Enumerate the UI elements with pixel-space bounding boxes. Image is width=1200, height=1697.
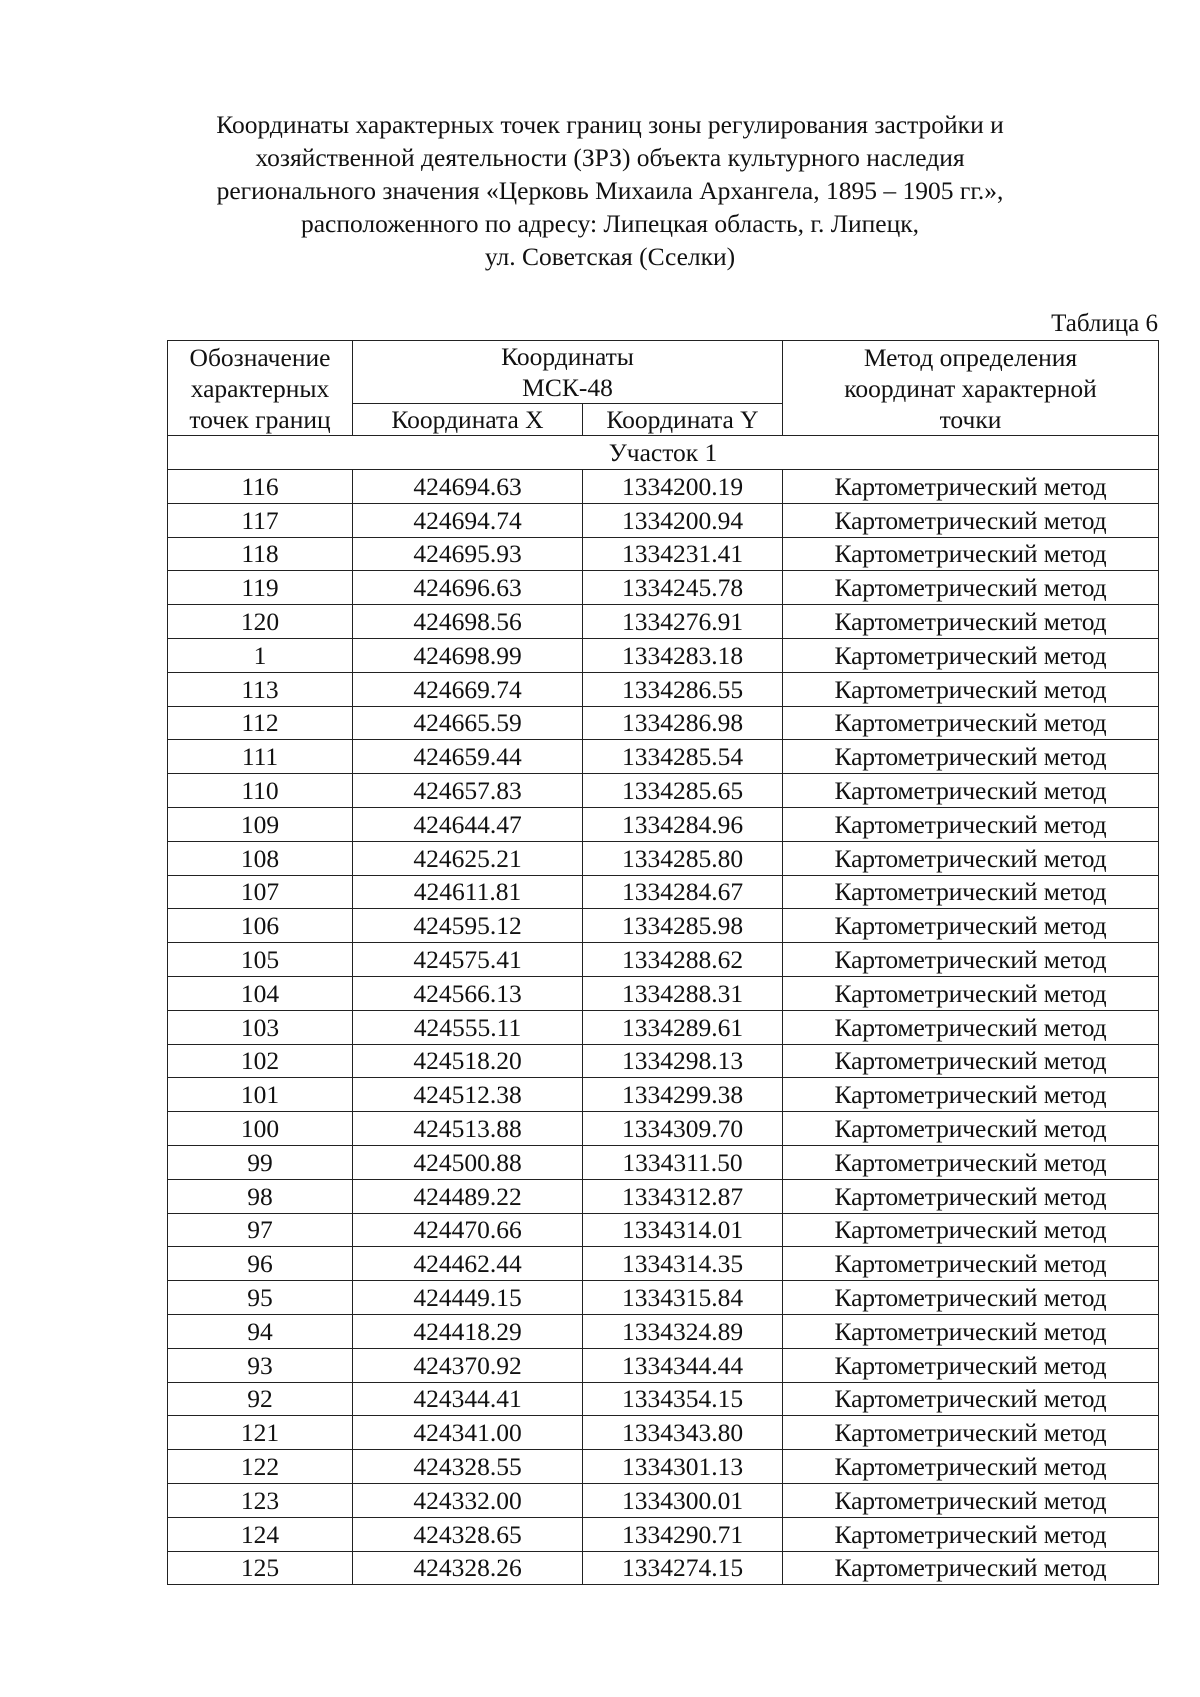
method-cell: Картометрический метод [783, 706, 1159, 740]
coord-x-cell: 424500.88 [353, 1145, 583, 1179]
table-row [168, 774, 1159, 808]
coord-x-cell: 424695.93 [353, 537, 583, 571]
point-cell: 117 [168, 503, 353, 537]
method-cell: Картометрический метод [783, 470, 1159, 504]
table-row [168, 571, 1159, 605]
point-cell: 108 [168, 841, 353, 875]
method-cell: Картометрический метод [783, 1483, 1159, 1517]
method-cell: Картометрический метод [783, 943, 1159, 977]
coord-x-cell: 424625.21 [353, 841, 583, 875]
coord-x-cell: 424518.20 [353, 1044, 583, 1078]
method-cell: Картометрический метод [783, 537, 1159, 571]
point-cell: 100 [168, 1112, 353, 1146]
method-cell: Картометрический метод [783, 1010, 1159, 1044]
method-cell: Картометрический метод [783, 1179, 1159, 1213]
coord-y-cell: 1334288.31 [583, 976, 783, 1010]
point-cell: 103 [168, 1010, 353, 1044]
table-row [168, 1517, 1159, 1551]
coord-x-cell: 424665.59 [353, 706, 583, 740]
table-row [168, 943, 1159, 977]
method-cell: Картометрический метод [783, 1213, 1159, 1247]
section-label: Участок 1 [168, 436, 1159, 470]
table-row [168, 605, 1159, 639]
coord-y-cell: 1334298.13 [583, 1044, 783, 1078]
method-cell: Картометрический метод [783, 503, 1159, 537]
coord-y-cell: 1334286.55 [583, 672, 783, 706]
coord-x-cell: 424575.41 [353, 943, 583, 977]
method-cell: Картометрический метод [783, 774, 1159, 808]
table-row [168, 503, 1159, 537]
coord-y-cell: 1334312.87 [583, 1179, 783, 1213]
table-row [168, 1551, 1159, 1585]
coord-x-cell: 424644.47 [353, 807, 583, 841]
table-row [168, 1247, 1159, 1281]
title-line-3: регионального значения «Церковь Михаила Архангела, 1895 – 1905 гг.», [216, 176, 1004, 205]
point-cell: 107 [168, 875, 353, 909]
method-cell: Картометрический метод [783, 807, 1159, 841]
table-row [168, 1314, 1159, 1348]
table-row [168, 638, 1159, 672]
coord-x-cell: 424489.22 [353, 1179, 583, 1213]
point-cell: 113 [168, 672, 353, 706]
table-row [168, 1179, 1159, 1213]
coord-x-cell: 424449.15 [353, 1281, 583, 1315]
point-cell: 111 [168, 740, 353, 774]
coordinates-table [167, 340, 1159, 1585]
coord-y-cell: 1334300.01 [583, 1483, 783, 1517]
header-designation: Обозначение характерных точек границ [168, 341, 353, 436]
coord-x-cell: 424566.13 [353, 976, 583, 1010]
table-row [168, 672, 1159, 706]
coord-x-cell: 424555.11 [353, 1010, 583, 1044]
point-cell: 96 [168, 1247, 353, 1281]
table-row [168, 841, 1159, 875]
point-cell: 97 [168, 1213, 353, 1247]
method-cell: Картометрический метод [783, 1044, 1159, 1078]
coord-x-cell: 424611.81 [353, 875, 583, 909]
coord-y-cell: 1334354.15 [583, 1382, 783, 1416]
coord-x-cell: 424696.63 [353, 571, 583, 605]
method-cell: Картометрический метод [783, 638, 1159, 672]
table-row [168, 1078, 1159, 1112]
point-cell: 102 [168, 1044, 353, 1078]
table-caption: Таблица 6 [1051, 310, 1158, 337]
method-cell: Картометрический метод [783, 1416, 1159, 1450]
point-cell: 121 [168, 1416, 353, 1450]
coord-x-cell: 424698.99 [353, 638, 583, 672]
coord-y-cell: 1334276.91 [583, 605, 783, 639]
point-cell: 124 [168, 1517, 353, 1551]
method-cell: Картометрический метод [783, 1450, 1159, 1484]
coord-y-cell: 1334290.71 [583, 1517, 783, 1551]
point-cell: 1 [168, 638, 353, 672]
coord-y-cell: 1334200.19 [583, 470, 783, 504]
header-method: Метод определения координат характерной точки [783, 341, 1159, 436]
table-row [168, 1416, 1159, 1450]
title-line-5: ул. Советская (Сселки) [484, 242, 736, 271]
coord-x-cell: 424595.12 [353, 909, 583, 943]
coord-y-cell: 1334285.54 [583, 740, 783, 774]
coord-y-cell: 1334343.80 [583, 1416, 783, 1450]
table-row [168, 807, 1159, 841]
table-row [168, 470, 1159, 504]
table-row [168, 537, 1159, 571]
coord-y-cell: 1334314.35 [583, 1247, 783, 1281]
table-row [168, 1281, 1159, 1315]
title-line-4: расположенного по адресу: Липецкая область, г. Липецк, [300, 209, 920, 238]
table-row [168, 1112, 1159, 1146]
point-cell: 95 [168, 1281, 353, 1315]
coord-y-cell: 1334344.44 [583, 1348, 783, 1382]
point-cell: 119 [168, 571, 353, 605]
method-cell: Картометрический метод [783, 605, 1159, 639]
coord-y-cell: 1334324.89 [583, 1314, 783, 1348]
section-row [168, 436, 1159, 470]
method-cell: Картометрический метод [783, 1348, 1159, 1382]
coord-y-cell: 1334284.67 [583, 875, 783, 909]
coord-x-cell: 424328.55 [353, 1450, 583, 1484]
method-cell: Картометрический метод [783, 1314, 1159, 1348]
header-coord-y: Координата Y [583, 404, 783, 436]
coord-y-cell: 1334285.98 [583, 909, 783, 943]
coord-y-cell: 1334285.65 [583, 774, 783, 808]
coord-x-cell: 424370.92 [353, 1348, 583, 1382]
method-cell: Картометрический метод [783, 672, 1159, 706]
method-cell: Картометрический метод [783, 1551, 1159, 1585]
coord-x-cell: 424344.41 [353, 1382, 583, 1416]
table-body [168, 436, 1159, 1585]
point-cell: 116 [168, 470, 353, 504]
coord-y-cell: 1334311.50 [583, 1145, 783, 1179]
coord-y-cell: 1334299.38 [583, 1078, 783, 1112]
point-cell: 110 [168, 774, 353, 808]
point-cell: 101 [168, 1078, 353, 1112]
table-row [168, 875, 1159, 909]
point-cell: 105 [168, 943, 353, 977]
point-cell: 92 [168, 1382, 353, 1416]
method-cell: Картометрический метод [783, 1517, 1159, 1551]
point-cell: 120 [168, 605, 353, 639]
point-cell: 93 [168, 1348, 353, 1382]
method-cell: Картометрический метод [783, 976, 1159, 1010]
method-cell: Картометрический метод [783, 909, 1159, 943]
coord-y-cell: 1334245.78 [583, 571, 783, 605]
method-cell: Картометрический метод [783, 571, 1159, 605]
coord-x-cell: 424332.00 [353, 1483, 583, 1517]
document-title [150, 108, 1070, 273]
coord-x-cell: 424669.74 [353, 672, 583, 706]
coord-x-cell: 424659.44 [353, 740, 583, 774]
table-row [168, 740, 1159, 774]
point-cell: 109 [168, 807, 353, 841]
coord-x-cell: 424462.44 [353, 1247, 583, 1281]
title-line-1: Координаты характерных точек границ зоны регулирования застройки и [216, 110, 1004, 139]
table-row [168, 706, 1159, 740]
method-cell: Картометрический метод [783, 1112, 1159, 1146]
coord-y-cell: 1334200.94 [583, 503, 783, 537]
table-row [168, 1483, 1159, 1517]
title-line-2: хозяйственной деятельности (ЗРЗ) объекта культурного наследия [255, 143, 965, 172]
coord-x-cell: 424512.38 [353, 1078, 583, 1112]
point-cell: 118 [168, 537, 353, 571]
coord-y-cell: 1334301.13 [583, 1450, 783, 1484]
coord-x-cell: 424328.26 [353, 1551, 583, 1585]
point-cell: 106 [168, 909, 353, 943]
coord-y-cell: 1334315.84 [583, 1281, 783, 1315]
point-cell: 94 [168, 1314, 353, 1348]
point-cell: 99 [168, 1145, 353, 1179]
coord-x-cell: 424470.66 [353, 1213, 583, 1247]
coord-y-cell: 1334284.96 [583, 807, 783, 841]
coord-x-cell: 424657.83 [353, 774, 583, 808]
table-row [168, 1044, 1159, 1078]
table-row [168, 909, 1159, 943]
method-cell: Картометрический метод [783, 841, 1159, 875]
coord-x-cell: 424694.74 [353, 503, 583, 537]
method-cell: Картометрический метод [783, 1382, 1159, 1416]
header-coordinates: Координаты МСК-48 [353, 341, 783, 404]
table-row [168, 1145, 1159, 1179]
coord-y-cell: 1334231.41 [583, 537, 783, 571]
table-row [168, 1010, 1159, 1044]
point-cell: 112 [168, 706, 353, 740]
point-cell: 122 [168, 1450, 353, 1484]
coord-y-cell: 1334285.80 [583, 841, 783, 875]
header-coord-x: Координата X [353, 404, 583, 436]
table-row [168, 1450, 1159, 1484]
coord-y-cell: 1334289.61 [583, 1010, 783, 1044]
coord-y-cell: 1334283.18 [583, 638, 783, 672]
method-cell: Картометрический метод [783, 1145, 1159, 1179]
method-cell: Картометрический метод [783, 740, 1159, 774]
method-cell: Картометрический метод [783, 1281, 1159, 1315]
coord-x-cell: 424698.56 [353, 605, 583, 639]
coord-y-cell: 1334286.98 [583, 706, 783, 740]
table-row [168, 1348, 1159, 1382]
coord-y-cell: 1334288.62 [583, 943, 783, 977]
coord-x-cell: 424341.00 [353, 1416, 583, 1450]
coord-x-cell: 424513.88 [353, 1112, 583, 1146]
method-cell: Картометрический метод [783, 1247, 1159, 1281]
point-cell: 104 [168, 976, 353, 1010]
coord-x-cell: 424418.29 [353, 1314, 583, 1348]
method-cell: Картометрический метод [783, 1078, 1159, 1112]
coord-y-cell: 1334274.15 [583, 1551, 783, 1585]
coord-x-cell: 424328.65 [353, 1517, 583, 1551]
coord-y-cell: 1334309.70 [583, 1112, 783, 1146]
coord-y-cell: 1334314.01 [583, 1213, 783, 1247]
method-cell: Картометрический метод [783, 875, 1159, 909]
table-row [168, 976, 1159, 1010]
point-cell: 125 [168, 1551, 353, 1585]
point-cell: 123 [168, 1483, 353, 1517]
point-cell: 98 [168, 1179, 353, 1213]
table-row [168, 1382, 1159, 1416]
table-row [168, 1213, 1159, 1247]
coord-x-cell: 424694.63 [353, 470, 583, 504]
